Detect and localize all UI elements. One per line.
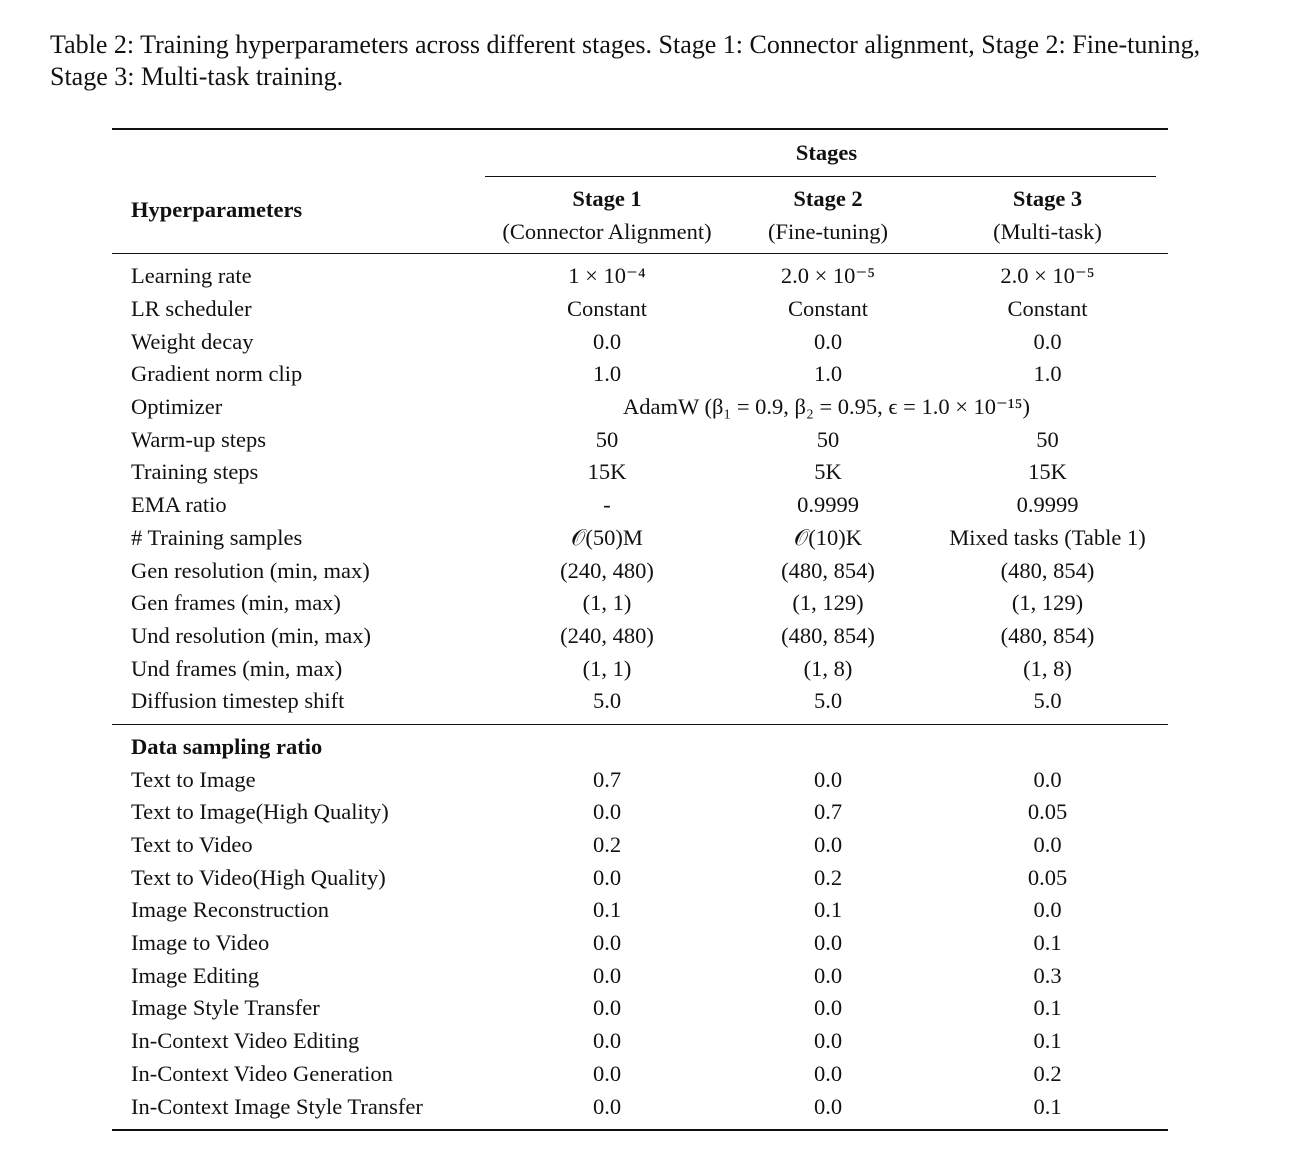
stage-1-cell: 50 — [595, 426, 619, 452]
stage-1-cell: 0.7 — [592, 766, 622, 792]
stage-3-cell: 2.0 × 10⁻⁵ — [1000, 263, 1095, 289]
stage-2-cell: 0.0 — [813, 766, 843, 792]
table-row — [112, 1090, 1168, 1123]
row-label: EMA ratio — [131, 492, 227, 518]
stage-3-cell: Constant — [1007, 296, 1088, 322]
table-row — [112, 894, 1168, 927]
stage-2-cell: 0.1 — [813, 897, 843, 923]
row-label: Image Editing — [131, 962, 260, 988]
bottom-rule — [112, 1129, 1168, 1131]
table-row — [112, 959, 1168, 992]
row-label: Gen resolution (min, max) — [131, 557, 370, 583]
row-label: Und frames (min, max) — [131, 655, 343, 681]
table-row — [112, 763, 1168, 796]
stage-1-cell: 1 × 10⁻⁴ — [568, 263, 646, 289]
stage-subtitle: (Multi-task) — [993, 219, 1102, 244]
stage-3-cell: 15K — [1028, 459, 1067, 485]
row-label: Image Reconstruction — [131, 897, 330, 923]
row-label: Weight decay — [131, 328, 254, 354]
row-label: Training steps — [131, 459, 259, 485]
table-row — [112, 522, 1168, 555]
section-rule — [112, 724, 1168, 725]
stage-2-cell: (480, 854) — [781, 557, 875, 583]
stage-2-cell: 50 — [816, 426, 840, 452]
stage-3-cell: 50 — [1036, 426, 1059, 452]
stage-3-cell: 0.1 — [1033, 995, 1062, 1021]
stage-2-cell: (1, 129) — [792, 590, 864, 616]
row-label: Warm-up steps — [131, 426, 267, 452]
row-label: In-Context Video Generation — [131, 1060, 393, 1086]
stage-1-cell: 0.0 — [592, 1060, 622, 1086]
sampling-rows — [112, 763, 1168, 1129]
sampling-section-title — [112, 731, 1168, 764]
row-label: In-Context Image Style Transfer — [131, 1093, 423, 1119]
stage-3-cell: 0.2 — [1033, 1060, 1062, 1086]
stage-1-cell: (240, 480) — [560, 622, 654, 648]
row-label: Text to Video — [131, 832, 253, 858]
stage-3-cell: 0.9999 — [1016, 492, 1079, 518]
table-caption: Table 2: Training hyperparameters across different stages. Stage 1: Connector alignment, Stage 2: Fine-tuning, Stage 3: Multi-task training. — [50, 30, 1201, 91]
stage-3-cell: 5.0 — [1033, 688, 1062, 714]
table-row — [112, 861, 1168, 894]
stage-3-cell: Mixed tasks (Table 1) — [949, 524, 1146, 550]
row-label: Text to Image — [131, 766, 256, 792]
stage-2-cell: Constant — [787, 296, 868, 322]
hyperparameters-header: Hyperparameters — [131, 197, 303, 222]
table-row — [112, 992, 1168, 1025]
stage-3-cell: 0.1 — [1033, 930, 1062, 956]
stage-1-cell: 0.0 — [592, 328, 622, 354]
stage-3-cell: 0.05 — [1027, 864, 1068, 890]
table-row — [112, 685, 1168, 718]
stage-1-cell: 15K — [587, 459, 627, 485]
row-label: Image to Video — [131, 930, 270, 956]
spanning-cell: AdamW (β₁ = 0.9, β₂ = 0.95, ϵ = 1.0 × 10⁻¹⁵) — [623, 394, 1030, 420]
table-row — [112, 554, 1168, 587]
stage-2-cell: 0.0 — [813, 328, 843, 354]
table-row — [112, 1025, 1168, 1058]
table-row — [112, 456, 1168, 489]
stage-3-cell: 0.0 — [1033, 766, 1062, 792]
table-row — [112, 358, 1168, 391]
row-label: Optimizer — [131, 394, 223, 420]
stage-1-cell: - — [603, 492, 611, 518]
section-title: Data sampling ratio — [131, 733, 323, 759]
stage-1-cell: 0.0 — [592, 995, 622, 1021]
table-row — [112, 927, 1168, 960]
table-row — [112, 620, 1168, 653]
stage-3-cell: 0.0 — [1033, 897, 1062, 923]
stage-3-cell: 0.0 — [1033, 832, 1062, 858]
stage-2-cell: 0.7 — [813, 799, 843, 825]
stage-3-header — [927, 177, 1168, 253]
table-row — [112, 1058, 1168, 1091]
stage-1-cell: 0.0 — [592, 1093, 622, 1119]
table-row — [112, 325, 1168, 358]
stage-2-cell: 0.0 — [813, 930, 843, 956]
stage-3-cell: 0.05 — [1027, 799, 1068, 825]
stage-1-cell: (1, 1) — [582, 590, 632, 616]
stage-2-cell: 5.0 — [813, 688, 843, 714]
table-row — [112, 423, 1168, 456]
table-row — [112, 293, 1168, 326]
table-row — [112, 391, 1168, 424]
table-row — [112, 489, 1168, 522]
table-row — [112, 260, 1168, 293]
stage-1-cell: Constant — [566, 296, 647, 322]
stage-1-cell: 0.0 — [592, 1028, 622, 1054]
stage-3-cell: 0.3 — [1033, 962, 1062, 988]
stage-2-cell: (480, 854) — [781, 622, 875, 648]
stage-1-cell: 0.0 — [592, 930, 622, 956]
row-label: Learning rate — [131, 263, 252, 289]
stage-2-cell: 2.0 × 10⁻⁵ — [780, 263, 876, 289]
stage-2-cell: 0.0 — [813, 1093, 843, 1119]
stage-1-cell: 𝒪(50)M — [571, 524, 643, 550]
stage-2-header — [729, 177, 927, 253]
stages-group-header — [112, 130, 1168, 176]
stage-3-cell: (480, 854) — [1000, 622, 1095, 648]
table-row — [112, 829, 1168, 862]
stage-subtitle: (Fine-tuning) — [768, 219, 888, 244]
stage-2-cell: 5K — [814, 459, 842, 485]
stage-1-cell: 1.0 — [592, 361, 622, 387]
stage-1-cell: (1, 1) — [582, 655, 632, 681]
table-row — [112, 652, 1168, 685]
stage-1-cell: 5.0 — [592, 688, 622, 714]
row-label: Gen frames (min, max) — [131, 590, 341, 616]
stage-1-cell: 0.2 — [592, 832, 622, 858]
stage-title: Stage 3 — [1012, 186, 1083, 211]
row-label: Image Style Transfer — [131, 995, 320, 1021]
stage-2-cell: 0.0 — [813, 1060, 843, 1086]
stage-3-cell: (1, 8) — [1023, 655, 1072, 681]
stage-3-cell: 0.0 — [1033, 328, 1062, 354]
stage-3-cell: (1, 129) — [1011, 590, 1084, 616]
row-label: Diffusion timestep shift — [131, 688, 345, 714]
row-label: LR scheduler — [131, 296, 252, 322]
stage-title: Stage 2 — [793, 186, 863, 211]
stage-1-cell: 0.1 — [592, 897, 622, 923]
stage-2-cell: 1.0 — [813, 361, 843, 387]
row-label: Text to Video(High Quality) — [131, 864, 386, 890]
stage-subtitle: (Connector Alignment) — [502, 219, 712, 244]
stage-3-cell: 0.1 — [1033, 1028, 1062, 1054]
stage-3-cell: (480, 854) — [1000, 557, 1095, 583]
stage-2-cell: 0.2 — [813, 864, 843, 890]
hyperparameter-table — [112, 128, 1168, 1131]
row-label: Und resolution (min, max) — [131, 622, 371, 648]
stage-2-cell: 0.0 — [813, 995, 843, 1021]
stage-1-header — [485, 177, 729, 253]
stage-2-cell: 0.0 — [813, 1028, 843, 1054]
stage-1-cell: (240, 480) — [560, 557, 654, 583]
stages-label: Stages — [795, 140, 858, 165]
stage-2-cell: 𝒪(10)K — [794, 524, 862, 550]
stage-2-cell: 0.9999 — [797, 492, 859, 518]
stage-1-cell: 0.0 — [592, 799, 622, 825]
row-label: In-Context Video Editing — [131, 1028, 360, 1054]
row-label: Gradient norm clip — [131, 361, 303, 387]
stage-1-cell: 0.0 — [592, 962, 622, 988]
column-header-row — [112, 177, 1168, 253]
stage-2-cell: 0.0 — [813, 832, 843, 858]
stage-1-cell: 0.0 — [592, 864, 622, 890]
row-label: # Training samples — [131, 524, 303, 550]
stage-3-cell: 0.1 — [1033, 1093, 1062, 1119]
stage-2-cell: 0.0 — [813, 962, 843, 988]
stage-title: Stage 1 — [572, 186, 642, 211]
hyperparameter-rows — [112, 254, 1168, 724]
stage-2-cell: (1, 8) — [803, 655, 853, 681]
stage-3-cell: 1.0 — [1033, 361, 1062, 387]
table-row — [112, 587, 1168, 620]
row-label: Text to Image(High Quality) — [131, 799, 389, 825]
table-row — [112, 796, 1168, 829]
